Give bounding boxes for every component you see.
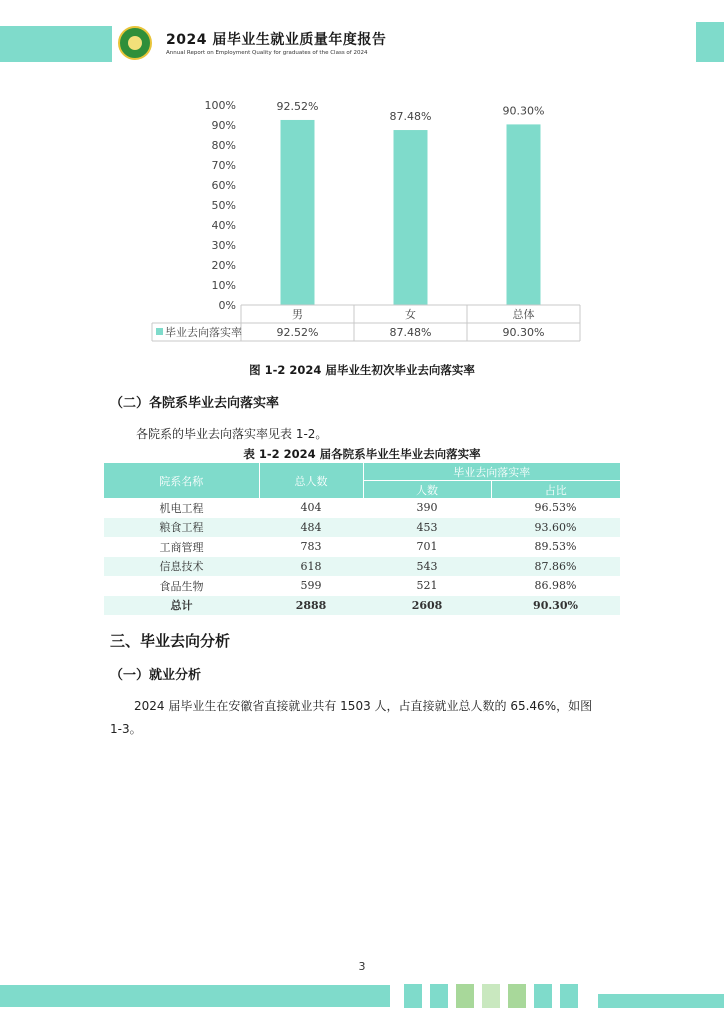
cell-dept: 粮食工程 <box>104 518 259 538</box>
footer-block <box>508 984 526 1008</box>
footer-block <box>534 984 552 1008</box>
report-title: 2024 届毕业生就业质量年度报告 <box>166 32 387 48</box>
footer-block <box>560 984 578 1008</box>
intro-paragraph: 各院系的毕业去向落实率见表 1-2。 <box>136 427 328 441</box>
bar-chart <box>0 0 724 360</box>
section-heading: （二）各院系毕业去向落实率 <box>110 396 280 411</box>
table-row <box>104 576 620 596</box>
x-category-label: 女 <box>405 308 416 321</box>
sub-heading: （一）就业分析 <box>110 668 202 683</box>
bar-value-label: 92.52% <box>276 99 319 113</box>
cell-ratio: 96.53% <box>534 501 577 515</box>
bar-value-label: 87.48% <box>389 110 432 124</box>
y-tick-label: 90% <box>211 119 236 132</box>
cell-ratio: 86.98% <box>534 579 577 593</box>
table-value-label: 87.48% <box>389 326 432 339</box>
cell-total: 404 <box>300 501 322 515</box>
cell-dept: 工商管理 <box>159 540 204 554</box>
value-labels <box>277 100 545 123</box>
department-table <box>104 463 620 615</box>
chart-bars <box>281 120 541 305</box>
cell-dept: 食品生物 <box>159 579 204 593</box>
cell-total: 618 <box>259 557 363 577</box>
cell-dept: 总计 <box>104 596 259 616</box>
cell-ratio: 93.60% <box>491 518 620 538</box>
x-category-label: 总体 <box>512 308 535 321</box>
cell-ratio: 90.30% <box>491 596 620 616</box>
cell-count: 521 <box>416 579 438 593</box>
legend-swatch <box>156 328 163 335</box>
y-tick-label: 70% <box>211 159 236 172</box>
table-total-row <box>104 596 620 616</box>
header-dept: 院系名称 <box>104 463 259 498</box>
table-row <box>104 537 620 557</box>
body-paragraph-line2: 1-3。 <box>110 722 142 736</box>
body-paragraph-line1: 2024 届毕业生在安徽省直接就业共有 1503 人，占直接就业总人数的 65.46%，如图 <box>134 699 593 713</box>
report-subtitle: Annual Report on Employment Quality for graduates of the Class of 2024 <box>166 50 368 56</box>
table-caption: 表 1-2 2024 届各院系毕业生毕业去向落实率 <box>243 447 481 461</box>
cell-count: 701 <box>416 540 438 554</box>
footer-block <box>482 984 500 1008</box>
footer-bar-right <box>598 994 724 1008</box>
x-category-label: 男 <box>292 308 303 321</box>
bar-value-label: 90.30% <box>502 104 545 118</box>
bar <box>281 120 315 305</box>
y-tick-label: 50% <box>211 199 236 212</box>
cell-total: 2888 <box>259 596 363 616</box>
table-row <box>104 498 620 518</box>
cell-ratio: 87.86% <box>491 557 620 577</box>
table-row <box>104 557 620 577</box>
y-tick-label: 80% <box>211 139 236 152</box>
y-axis <box>205 99 236 312</box>
header-ratio: 占比 <box>491 481 620 499</box>
header-count: 人数 <box>363 481 491 499</box>
cell-count: 390 <box>416 501 438 515</box>
legend-label: 毕业去向落实率 <box>165 326 242 339</box>
cell-dept: 信息技术 <box>104 557 259 577</box>
cell-count: 2608 <box>363 596 491 616</box>
table-value-label: 90.30% <box>502 326 545 339</box>
y-tick-label: 60% <box>211 179 236 192</box>
page-number: 3 <box>358 960 366 973</box>
footer-block <box>430 984 448 1008</box>
cell-count: 543 <box>363 557 491 577</box>
y-tick-label: 10% <box>211 279 236 292</box>
figure-caption: 图 1-2 2024 届毕业生初次毕业去向落实率 <box>249 363 475 377</box>
chart-data-table <box>152 305 580 341</box>
footer-bar <box>0 985 390 1007</box>
cell-total: 783 <box>300 540 322 554</box>
cell-ratio: 89.53% <box>534 540 577 554</box>
table-row <box>104 518 620 538</box>
bar <box>507 124 541 305</box>
y-tick-label: 20% <box>211 259 236 272</box>
cell-total: 599 <box>300 579 322 593</box>
cell-dept: 机电工程 <box>159 501 204 515</box>
footer-block <box>404 984 422 1008</box>
table-value-label: 92.52% <box>276 326 319 339</box>
cell-count: 453 <box>363 518 491 538</box>
y-tick-label: 0% <box>218 299 236 312</box>
bar <box>394 130 428 305</box>
y-tick-label: 30% <box>211 239 236 252</box>
header-total: 总人数 <box>259 463 363 498</box>
y-tick-label: 40% <box>211 219 236 232</box>
y-tick-label: 100% <box>204 99 236 112</box>
footer-block <box>456 984 474 1008</box>
header-group: 毕业去向落实率 <box>363 463 620 481</box>
cell-total: 484 <box>259 518 363 538</box>
main-heading: 三、毕业去向分析 <box>110 632 231 650</box>
